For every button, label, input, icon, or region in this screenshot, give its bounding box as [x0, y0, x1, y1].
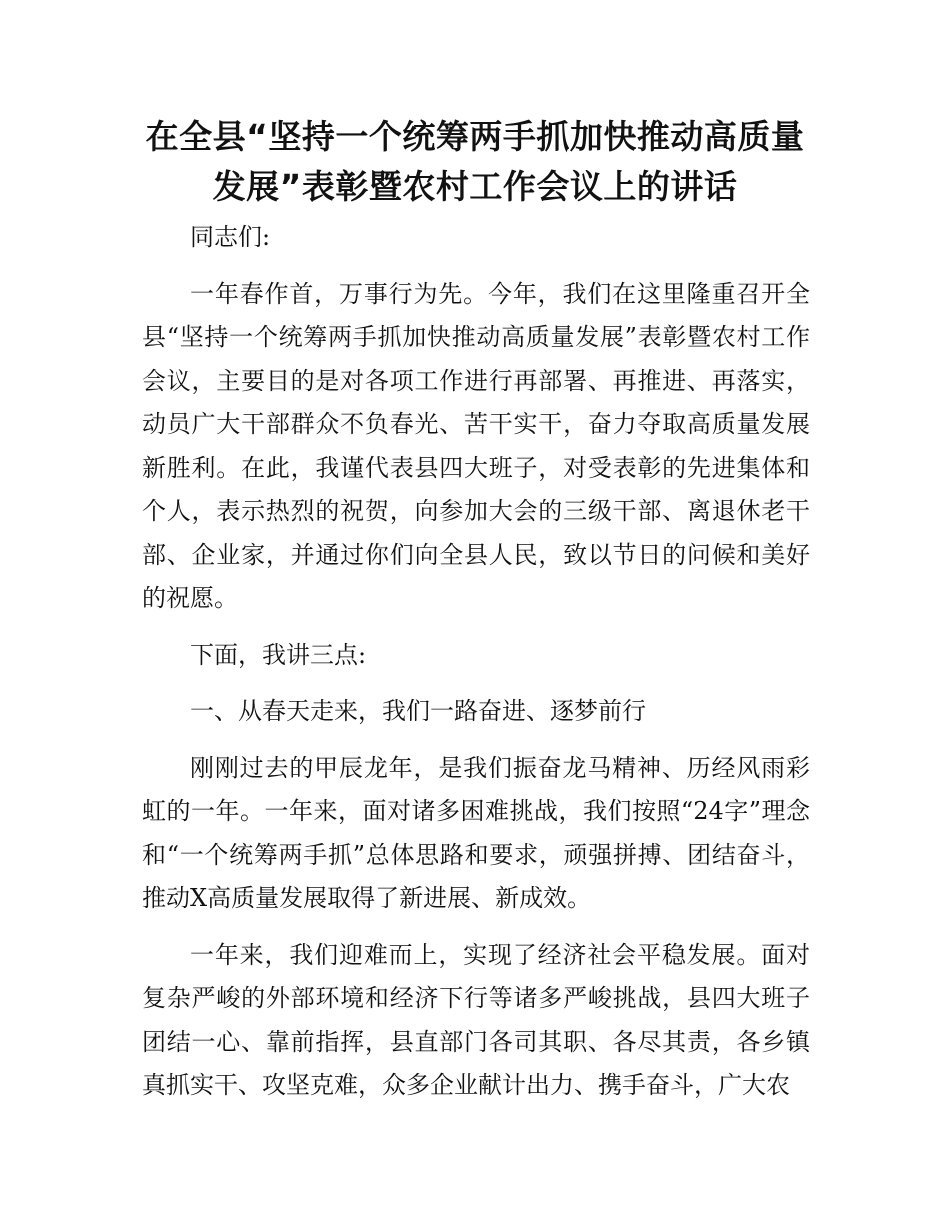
- achievement-paragraph: 一年来，我们迎难而上，实现了经济社会平稳发展。面对复杂严峻的外部环境和经济下行等诸多严峻挑战，县四大班子团结一心、靠前指挥，县直部门各司其职、各尽其责，各乡镇真抓实干、攻坚克难，众多企业献计出力、携手奋斗，广大农: [142, 940, 810, 1099]
- title-line-1: 在全县“坚持一个统筹两手抓加快推动高质量: [145, 117, 805, 156]
- review-paragraph: 刚刚过去的甲辰龙年，是我们振奋龙马精神、历经风雨彩虹的一年。一年来，面对诸多困难挑战，我们按照“24字”理念和“一个统筹两手抓”总体思路和要求，顽强拼搏、团结奋斗，推动X高质量发展取得了新进展、新成效。: [142, 753, 810, 912]
- opening-paragraph: 一年春作首，万事行为先。今年，我们在这里隆重召开全县“坚持一个统筹两手抓加快推动高质量发展”表彰暨农村工作会议，主要目的是对各项工作进行再部署、再推进、再落实，动员广大干部群众不负春光、苦干实干，奋力夺取高质量发展新胜利。在此，我谨代表县四大班子，对受表彰的先进集体和个人，表示热烈的祝贺，向参加大会的三级干部、离退休老干部、企业家，并通过你们向全县人民，致以节日的问候和美好的祝愿。: [142, 279, 810, 612]
- salutation: 同志们:: [190, 223, 271, 251]
- title-line-2: 发展”表彰暨农村工作会议上的讲话: [212, 167, 738, 206]
- section-heading-1: 一、从春天走来，我们一路奋进、逐梦前行: [190, 697, 646, 725]
- speech-title: [120, 112, 830, 212]
- outline-intro: 下面，我讲三点:: [190, 640, 367, 669]
- speech-body: [142, 216, 810, 1108]
